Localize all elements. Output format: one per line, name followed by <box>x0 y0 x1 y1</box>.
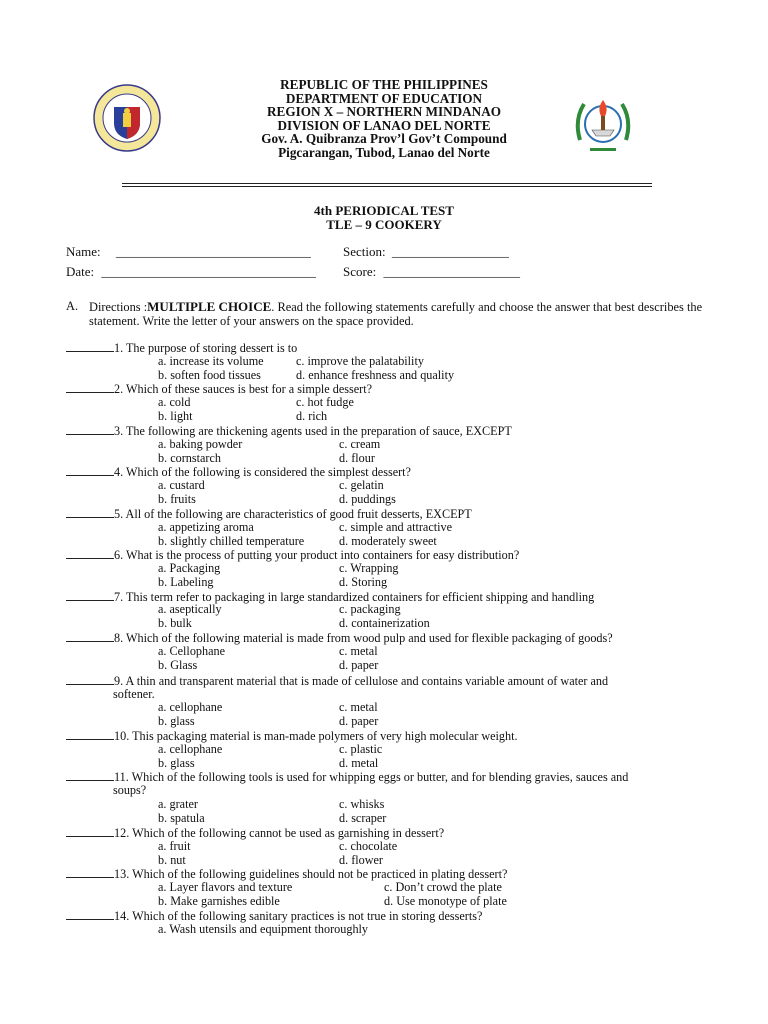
option-c: c. Wrapping <box>339 561 399 575</box>
question-3 <box>66 424 512 439</box>
answer-blank[interactable] <box>66 770 114 781</box>
question-number: 2. <box>114 382 124 396</box>
answer-blank[interactable] <box>66 729 114 740</box>
option-d: d. rich <box>296 409 328 423</box>
option-c: c. plastic <box>339 742 383 756</box>
test-subject: TLE – 9 COOKERY <box>326 217 442 232</box>
option-a: a. Packaging <box>158 561 221 575</box>
question-text: Which of the following cannot be used as garnishing in dessert? <box>132 826 445 840</box>
option-a: a. grater <box>158 797 198 811</box>
date-field[interactable] <box>66 264 316 280</box>
option-d: d. Storing <box>339 575 388 589</box>
header-line-6: Pigcarangan, Tubod, Lanao del Norte <box>278 144 490 160</box>
answer-blank[interactable] <box>66 826 114 837</box>
answer-blank[interactable] <box>66 382 114 393</box>
option-a: a. fruit <box>158 839 191 853</box>
option-d: d. puddings <box>339 492 396 506</box>
option-c: c. packaging <box>339 602 401 616</box>
option-d: d. containerization <box>339 616 430 630</box>
option-c: c. Don’t crowd the plate <box>384 880 502 894</box>
header-line-2: DEPARTMENT OF EDUCATION <box>285 90 483 106</box>
question-number: 14. <box>114 909 130 923</box>
option-b: b. cornstarch <box>158 451 221 465</box>
question-10 <box>66 729 518 744</box>
option-c: c. gelatin <box>339 478 384 492</box>
option-a: a. baking powder <box>158 437 243 451</box>
question-text: Which of the following guidelines should not be practiced in plating dessert? <box>132 867 508 881</box>
answer-blank[interactable] <box>66 909 114 920</box>
option-b: b. light <box>158 409 193 423</box>
question-text: Which of the following tools is used for whipping eggs or butter, and for blending gravies, sauces and <box>131 770 629 784</box>
question-6 <box>66 548 519 563</box>
question-text: Which of the following sanitary practices is not true in storing desserts? <box>132 909 483 923</box>
option-d: d. flower <box>339 853 383 867</box>
option-a: a. increase its volume <box>158 354 264 368</box>
question-number: 1. <box>114 341 124 355</box>
question-number: 5. <box>114 507 124 521</box>
option-b: b. glass <box>158 714 195 728</box>
question-number: 12. <box>114 826 130 840</box>
name-label: Name: <box>66 244 101 259</box>
answer-blank[interactable] <box>66 548 114 559</box>
section-label: Section: <box>343 244 386 259</box>
score-field[interactable] <box>343 264 520 280</box>
header-line-5: Gov. A. Quibranza Prov’l Gov’t Compound <box>261 131 507 146</box>
question-number: 11. <box>114 770 129 784</box>
option-a: a. cellophane <box>158 742 223 756</box>
option-d: d. flour <box>339 451 375 465</box>
option-b: b. spatula <box>158 811 205 825</box>
header-divider-top <box>122 183 652 184</box>
option-a: a. custard <box>158 478 205 492</box>
option-c: c. improve the palatability <box>296 354 424 368</box>
option-d: d. paper <box>339 658 379 672</box>
question-text: Which of these sauces is best for a simple dessert? <box>125 382 373 396</box>
date-label: Date: <box>66 264 95 279</box>
question-text: The following are thickening agents used in the preparation of sauce, EXCEPT <box>125 424 512 438</box>
option-d: d. scraper <box>339 811 387 825</box>
answer-blank[interactable] <box>66 341 114 352</box>
option-a: a. Cellophane <box>158 644 226 658</box>
answer-blank[interactable] <box>66 507 114 518</box>
option-c: c. metal <box>339 644 378 658</box>
answer-blank[interactable] <box>66 465 114 476</box>
option-a: a. aseptically <box>158 602 222 616</box>
option-a: a. cold <box>158 395 191 409</box>
name-field[interactable] <box>66 244 311 260</box>
question-number: 3. <box>114 424 124 438</box>
option-d: d. moderately sweet <box>339 534 437 548</box>
answer-blank[interactable] <box>66 590 114 601</box>
header-line-1: REPUBLIC OF THE PHILIPPINES <box>280 77 488 92</box>
option-b: b. Glass <box>158 658 198 672</box>
question-11 <box>66 770 628 785</box>
option-c: c. cream <box>339 437 381 451</box>
option-a: a. Layer flavors and texture <box>158 880 293 894</box>
answer-blank[interactable] <box>66 631 114 642</box>
question-number: 10. <box>114 729 130 743</box>
question-text: This term refer to packaging in large standardized containers for efficient shipping and handling <box>125 590 595 604</box>
question-number: 8. <box>114 631 124 645</box>
option-a: a. cellophane <box>158 700 223 714</box>
option-a: a. Wash utensils and equipment thoroughly <box>158 922 369 936</box>
option-c: c. hot fudge <box>296 395 354 409</box>
option-b: b. soften food tissues <box>158 368 261 382</box>
option-d: d. paper <box>339 714 379 728</box>
option-b: b. fruits <box>158 492 196 506</box>
question-text: All of the following are characteristics of good fruit desserts, EXCEPT <box>125 507 472 521</box>
option-b: b. bulk <box>158 616 192 630</box>
option-b: b. Make garnishes edible <box>158 894 280 908</box>
question-text: A thin and transparent material that is made of cellulose and contains variable amount of water and <box>125 674 609 688</box>
option-c: c. simple and attractive <box>339 520 453 534</box>
header-divider-bottom <box>122 186 652 187</box>
question-text: This packaging material is man-made polymers of very high molecular weight. <box>132 729 518 743</box>
answer-blank[interactable] <box>66 867 114 878</box>
question-number: 9. <box>114 674 124 688</box>
question-text: What is the process of putting your product into containers for easy distribution? <box>125 548 520 562</box>
answer-blank[interactable] <box>66 424 114 435</box>
question-number: 4. <box>114 465 124 479</box>
header-line-3: REGION X – NORTHERN MINDANAO <box>267 104 501 119</box>
option-d: d. enhance freshness and quality <box>296 368 455 382</box>
directions-text <box>89 300 726 328</box>
name-line[interactable]: ______________________________ <box>115 244 311 259</box>
section-field[interactable] <box>343 244 509 260</box>
option-c: c. chocolate <box>339 839 398 853</box>
option-b: b. glass <box>158 756 195 770</box>
question-text-continued: soups? <box>113 783 147 797</box>
question-number: 13. <box>114 867 130 881</box>
question-number: 6. <box>114 548 124 562</box>
question-text: Which of the following material is made from wood pulp and used for flexible packaging of goods? <box>125 631 613 645</box>
directions-body: . Read the following statements carefully and choose the answer that best describes the statement. Write the letter of your answers on the space provided. <box>89 300 703 328</box>
date-line[interactable]: _________________________________ <box>101 264 316 279</box>
directions <box>66 300 726 328</box>
question-number: 7. <box>114 590 124 604</box>
question-text: The purpose of storing dessert is to <box>125 341 298 355</box>
directions-type: MULTIPLE CHOICE <box>147 299 272 314</box>
option-b: b. Labeling <box>158 575 214 589</box>
option-c: c. metal <box>339 700 378 714</box>
question-text-continued: softener. <box>113 687 155 701</box>
header-line-4: DIVISION OF LANAO DEL NORTE <box>277 117 491 133</box>
answer-blank[interactable] <box>66 674 114 685</box>
option-d: d. metal <box>339 756 379 770</box>
option-d: d. Use monotype of plate <box>384 894 507 908</box>
option-c: c. whisks <box>339 797 385 811</box>
option-b: b. nut <box>158 853 186 867</box>
test-title: 4th PERIODICAL TEST <box>314 203 454 218</box>
option-b: b. slightly chilled temperature <box>158 534 305 548</box>
question-7 <box>66 590 594 605</box>
question-text: Which of the following is considered the simplest dessert? <box>125 465 411 479</box>
score-label: Score: <box>343 264 377 279</box>
option-a: a. appetizing aroma <box>158 520 254 534</box>
directions-lead: Directions : <box>89 300 148 314</box>
school-header <box>0 78 768 159</box>
section-line[interactable]: __________________ <box>391 244 509 259</box>
score-line[interactable]: _____________________ <box>383 264 520 279</box>
directions-letter: A. <box>66 299 79 313</box>
